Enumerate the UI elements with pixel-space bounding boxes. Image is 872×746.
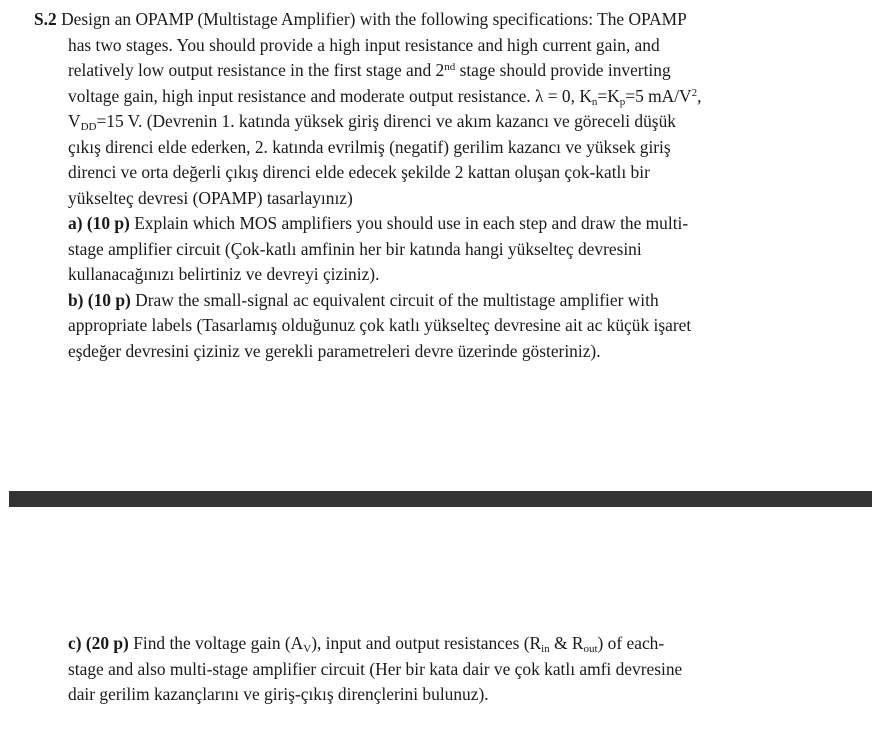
part-c-line: dair gerilim kazançlarını ve giriş-çıkış dirençlerini bulunuz). — [68, 684, 489, 704]
part-c-line: c) (20 p) Find the voltage gain $(A_V)$, input and output resistances ($R_{in}$ & $R_{out}$) of each- — [68, 633, 665, 655]
part-a-line: kullanacağınızı belirtiniz ve devreyi çiziniz). — [68, 264, 380, 284]
part-c-line: stage and also multi-stage amplifier circuit (Her bir kata dair ve çok katlı amfi devresine — [68, 658, 683, 679]
part-b-label: b) (10 p) — [68, 289, 131, 310]
part-a-line: a) (10 p) Explain which MOS amplifiers you should use in each step and draw the multi- — [68, 213, 689, 233]
part-a — [68, 211, 756, 288]
part-c — [68, 631, 756, 708]
question-line: yükselteç devresi (OPAMP) tasarlayınız) — [68, 187, 353, 208]
section-divider — [9, 491, 872, 507]
question-line: çıkış direnci elde ederken, 2. katında evrilmiş (negatif) gerilim kazancı ve yüksek giriş — [68, 136, 671, 157]
question-s2 — [34, 7, 756, 364]
part-b-line: eşdeğer devresini çiziniz ve gerekli parametreleri devre üzerinde gösteriniz). — [68, 340, 601, 361]
question-number: S.2 — [34, 9, 57, 29]
part-a-line: stage amplifier circuit (Çok-katlı amfinin her bir katında hangi yükselteç devresini — [68, 238, 642, 259]
question-line: relatively low output resistance in the first stage and 2nd stage should provide inverting — [68, 60, 671, 80]
question-line: has two stages. You should provide a high input resistance and high current gain, and — [68, 34, 660, 55]
part-a-label: a) (10 p) — [68, 213, 130, 233]
question-line: S.2 Design an OPAMP (Multistage Amplifier) with the following specifications: The OPAMP — [34, 9, 687, 29]
part-c-label: c) (20 p) — [68, 633, 129, 653]
part-b-line: appropriate labels (Tasarlamış olduğunuz çok katlı yükselteç devresine ait ac küçük işaret — [68, 315, 692, 335]
question-line: voltage gain, high input resistance and moderate output resistance. λ = 0, $K_n=K_p=5$ $mA/V^2$, — [68, 85, 702, 108]
part-b-line: b) (10 p) Draw the small-signal ac equivalent circuit of the multistage amplifier with — [68, 289, 659, 310]
question-line: direnci ve orta değerli çıkış direnci elde edecek şekilde 2 kattan oluşan çok-katlı bir — [68, 162, 650, 182]
question-line: $V_{DD}=15$ V. (Devrenin 1. katında yüksek giriş direnci ve akım kazancı ve göreceli düşük — [68, 111, 676, 133]
part-b — [68, 288, 756, 365]
